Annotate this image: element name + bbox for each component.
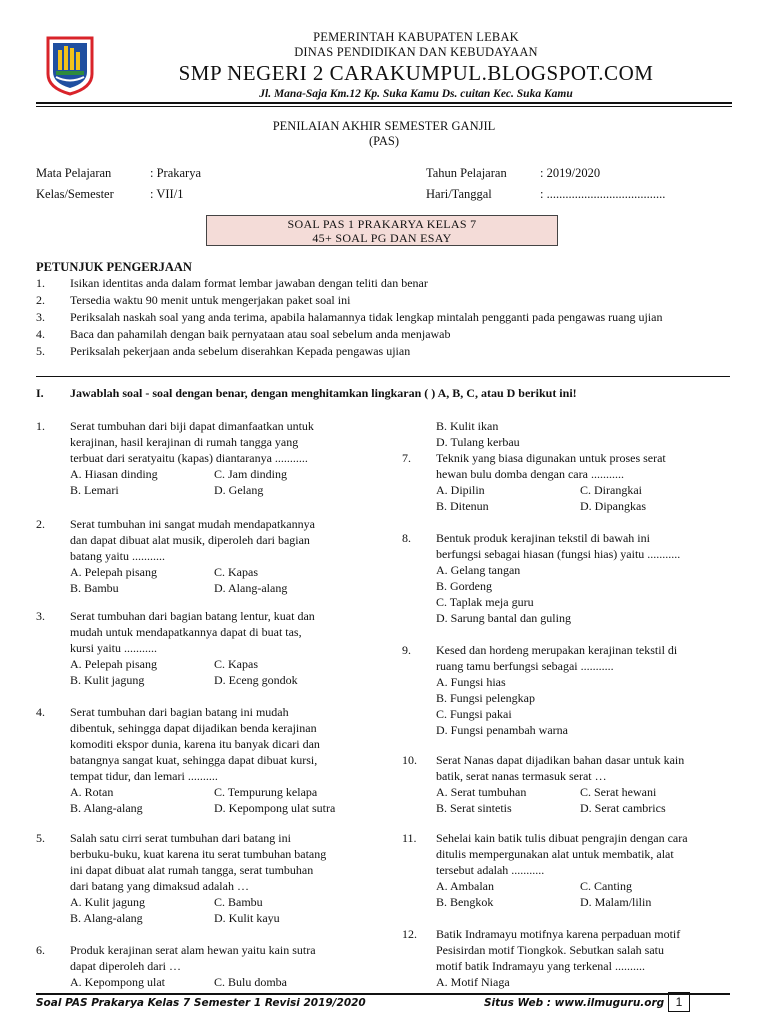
answer-option[interactable]: D. Dipangkas: [580, 499, 646, 513]
question-number: 10.: [402, 753, 417, 767]
banner-line-1: SOAL PAS 1 PRAKARYA KELAS 7: [287, 217, 477, 231]
questions-left-column: [36, 418, 376, 993]
answer-option[interactable]: B. Lemari: [70, 483, 119, 497]
exam-banner: [206, 215, 558, 246]
question-text-line: tempat tidur, dan lemari ..........: [70, 769, 218, 783]
answer-option[interactable]: A. Gelang tangan: [436, 563, 521, 577]
footer-website: Situs Web : www.ilmuguru.org: [484, 997, 665, 1009]
lebak-regency-logo-icon: [44, 34, 96, 96]
answer-option[interactable]: D. Fungsi penambah warna: [436, 723, 568, 737]
question-number: 9.: [402, 643, 411, 657]
answer-option[interactable]: B. Kulit jagung: [70, 673, 145, 687]
question-number: 5.: [36, 831, 45, 845]
letterhead-divider-thick: [36, 102, 732, 104]
exam-title-block: [0, 119, 768, 149]
question-text-line: batik, serat nanas termasuk serat …: [436, 769, 607, 783]
question-text-line: kerajinan, hasil kerajinan di rumah tangga yang: [70, 435, 299, 449]
answer-option[interactable]: A. Ambalan: [436, 879, 494, 893]
answer-option[interactable]: B. Fungsi pelengkap: [436, 691, 535, 705]
question-text-line: ruang tamu berfungsi sebagai ...........: [436, 659, 614, 673]
instruction-number: 4.: [36, 327, 45, 341]
answer-option[interactable]: A. Motif Niaga: [436, 975, 510, 989]
question-number: 2.: [36, 517, 45, 531]
letterhead: [36, 30, 736, 108]
answer-option[interactable]: C. Fungsi pakai: [436, 707, 512, 721]
question-text-line: Serat tumbuhan dari bagian batang ini mudah: [70, 705, 289, 719]
letterhead-divider-thin: [36, 106, 732, 107]
answer-option[interactable]: A. Dipilin: [436, 483, 485, 497]
answer-option[interactable]: D. Gelang: [214, 483, 264, 497]
answer-option[interactable]: C. Taplak meja guru: [436, 595, 534, 609]
question-number: 4.: [36, 705, 45, 719]
year-value: : 2019/2020: [540, 166, 601, 180]
instruction-text: Baca dan pahamilah dengan baik pernyataan atau soal sebelum anda menjawab: [70, 327, 451, 341]
instruction-item: [36, 310, 736, 325]
question-text-line: Serat tumbuhan dari bagian batang lentur, kuat dan: [70, 609, 315, 623]
instructions-divider: [36, 376, 730, 377]
answer-option[interactable]: A. Pelepah pisang: [70, 657, 157, 671]
instruction-text: Periksalah pekerjaan anda sebelum diserahkan Kepada pengawas ujian: [70, 344, 411, 358]
question-number: 1.: [36, 419, 45, 433]
question-number: 12.: [402, 927, 417, 941]
question-number: 11.: [402, 831, 417, 845]
answer-option[interactable]: A. Pelepah pisang: [70, 565, 157, 579]
question-text-line: dari batang yang dimaksud adalah …: [70, 879, 249, 893]
instruction-number: 5.: [36, 344, 45, 358]
answer-option[interactable]: D. Malam/lilin: [580, 895, 652, 909]
question-text-line: Produk kerajinan serat alam hewan yaitu kain sutra: [70, 943, 316, 957]
exam-subtitle: (PAS): [368, 134, 400, 148]
answer-option[interactable]: C. Bulu domba: [214, 975, 288, 989]
section-number: I.: [36, 386, 44, 400]
page-number: 1: [668, 992, 690, 1012]
banner-line-2: 45+ SOAL PG DAN ESAY: [312, 231, 452, 245]
answer-option[interactable]: D. Kulit kayu: [214, 911, 280, 925]
question-text-line: komoditi ekspor dunia, karena itu banyak dicari dan: [70, 737, 320, 751]
question-text-line: motif batik Indramayu yang terkenal ..........: [436, 959, 645, 973]
answer-option[interactable]: C. Dirangkai: [580, 483, 642, 497]
instruction-number: 2.: [36, 293, 45, 307]
answer-option[interactable]: B. Alang-alang: [70, 911, 143, 925]
answer-option[interactable]: D. Kepompong ulat sutra: [214, 801, 336, 815]
answer-option[interactable]: A. Serat tumbuhan: [436, 785, 527, 799]
instruction-item: [36, 327, 736, 342]
answer-option[interactable]: C. Canting: [580, 879, 633, 893]
section-instruction: Jawablah soal - soal dengan benar, dengan menghitamkan lingkaran ( ) A, B, C, atau D berikut ini!: [70, 386, 577, 400]
question-text-line: batang yaitu ...........: [70, 549, 165, 563]
question-number: 8.: [402, 531, 411, 545]
answer-option[interactable]: C. Kapas: [214, 657, 258, 671]
department-name: DINAS PENDIDIKAN DAN KEBUDAYAAN: [294, 45, 538, 59]
question-text-line: berbuku-buku, kuat karena itu serat tumbuhan batang: [70, 847, 327, 861]
question-text-line: kursi yaitu ...........: [70, 641, 157, 655]
question-text-line: hewan bulu domba dengan cara ...........: [436, 467, 624, 481]
footer-document-info: Soal PAS Prakarya Kelas 7 Semester 1 Revisi 2019/2020: [36, 997, 366, 1009]
question-number: 6.: [36, 943, 45, 957]
answer-option[interactable]: C. Kapas: [214, 565, 258, 579]
question-text-line: Serat tumbuhan ini sangat mudah mendapatkannya: [70, 517, 315, 531]
year-label: Tahun Pelajaran: [426, 166, 507, 180]
answer-option[interactable]: D. Eceng gondok: [214, 673, 298, 687]
class-value: : VII/1: [150, 187, 184, 201]
answer-option[interactable]: D. Tulang kerbau: [436, 435, 520, 449]
instruction-text: Periksalah naskah soal yang anda terima, apabila halamannya tidak lengkap mintalah pengganti pada pengawas ruang ujian: [70, 310, 663, 324]
question-text-line: Kesed dan hordeng merupakan kerajinan tekstil di: [436, 643, 678, 657]
question-text-line: batangnya sangat kuat, sehingga dapat dibuat kursi,: [70, 753, 318, 767]
instruction-number: 3.: [36, 310, 45, 324]
question-text-line: ini dapat dibuat alat rumah tangga, serat tumbuhan: [70, 863, 314, 877]
question-text-line: terbuat dari seratyaitu (kapas) diantaranya ...........: [70, 451, 308, 465]
answer-option[interactable]: A. Fungsi hias: [436, 675, 506, 689]
answer-option[interactable]: A. Kepompong ulat: [70, 975, 165, 989]
answer-option[interactable]: C. Jam dinding: [214, 467, 288, 481]
answer-option[interactable]: C. Bambu: [214, 895, 263, 909]
instruction-number: 1.: [36, 276, 45, 290]
answer-option[interactable]: B. Ditenun: [436, 499, 489, 513]
question-text-line: dan dapat dibuat alat musik, diperoleh dari bagian: [70, 533, 310, 547]
answer-option[interactable]: D. Sarung bantal dan guling: [436, 611, 571, 625]
question-text-line: dibentuk, sehingga dapat dijadikan benda kerajinan: [70, 721, 317, 735]
answer-option[interactable]: B. Kulit ikan: [436, 419, 499, 433]
question-text-line: dapat diperoleh dari …: [70, 959, 181, 973]
question-text-line: Serat tumbuhan dari biji dapat dimanfaatkan untuk: [70, 419, 314, 433]
answer-option[interactable]: A. Kulit jagung: [70, 895, 145, 909]
subject-label: Mata Pelajaran: [36, 166, 112, 180]
question-number: 3.: [36, 609, 45, 623]
question-text-line: Serat Nanas dapat dijadikan bahan dasar untuk kain: [436, 753, 685, 767]
question-text-line: Pesisirdan motif Tiongkok. Sebutkan salah satu: [436, 943, 664, 957]
answer-option[interactable]: A. Rotan: [70, 785, 114, 799]
answer-option[interactable]: D. Serat cambrics: [580, 801, 666, 815]
instruction-text: Isikan identitas anda dalam format lembar jawaban dengan teliti dan benar: [70, 276, 428, 290]
instruction-text: Tersedia waktu 90 menit untuk mengerjakan paket soal ini: [70, 293, 351, 307]
answer-option[interactable]: B. Alang-alang: [70, 801, 143, 815]
government-name: PEMERINTAH KABUPATEN LEBAK: [313, 30, 519, 44]
answer-option[interactable]: C. Serat hewani: [580, 785, 657, 799]
exam-title: PENILAIAN AKHIR SEMESTER GANJIL: [272, 119, 496, 133]
question-text-line: ditulis mempergunakan alat untuk membatik, alat: [436, 847, 674, 861]
instruction-item: [36, 293, 736, 308]
question-number: 7.: [402, 451, 411, 465]
question-text-line: Salah satu cirri serat tumbuhan dari batang ini: [70, 831, 291, 845]
class-label: Kelas/Semester: [36, 187, 114, 201]
instruction-item: [36, 344, 736, 359]
answer-option[interactable]: B. Bambu: [70, 581, 119, 595]
school-name: SMP NEGERI 2 CARAKUMPUL.BLOGSPOT.COM: [178, 61, 654, 85]
question-text-line: Bentuk produk kerajinan tekstil di bawah ini: [436, 531, 650, 545]
answer-option[interactable]: B. Gordeng: [436, 579, 492, 593]
school-address: Jl. Mana-Saja Km.12 Kp. Suka Kamu Ds. cuitan Kec. Suka Kamu: [259, 88, 573, 100]
question-text-line: Batik Indramayu motifnya karena perpaduan motif: [436, 927, 681, 941]
question-text-line: Sehelai kain batik tulis dibuat pengrajin dengan cara: [436, 831, 688, 845]
questions-right-column: [402, 418, 732, 993]
answer-option[interactable]: A. Hiasan dinding: [70, 467, 158, 481]
answer-option[interactable]: B. Serat sintetis: [436, 801, 512, 815]
answer-option[interactable]: C. Tempurung kelapa: [214, 785, 318, 799]
day-value: : ......................................: [540, 187, 666, 201]
instructions-list: [36, 276, 736, 361]
instruction-item: [36, 276, 736, 291]
question-text-line: mudah untuk mendapatkannya dapat di buat tas,: [70, 625, 302, 639]
answer-option[interactable]: D. Alang-alang: [214, 581, 288, 595]
question-text-line: tersebut adalah ...........: [436, 863, 545, 877]
subject-value: : Prakarya: [150, 166, 202, 180]
day-label: Hari/Tanggal: [426, 187, 492, 201]
question-text-line: Teknik yang biasa digunakan untuk proses serat: [436, 451, 666, 465]
answer-option[interactable]: B. Bengkok: [436, 895, 494, 909]
question-text-line: berfungsi sebagai hiasan (fungsi hias) yaitu ...........: [436, 547, 681, 561]
instructions-title: PETUNJUK PENGERJAAN: [36, 260, 192, 274]
